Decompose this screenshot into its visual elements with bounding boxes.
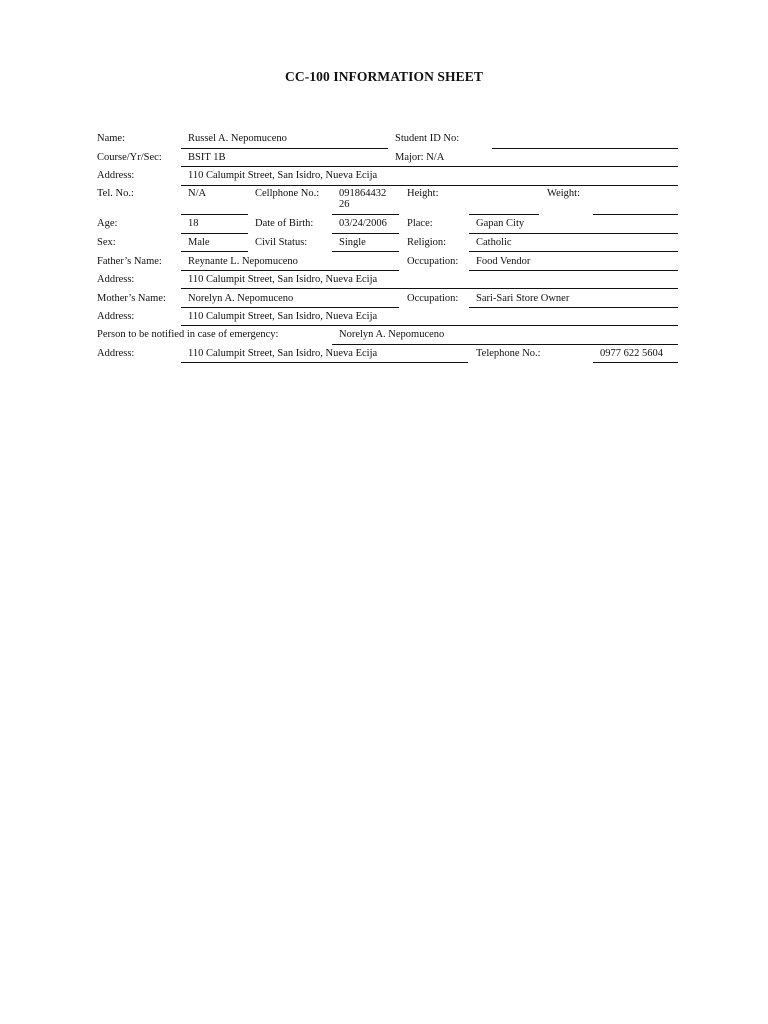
height-underline bbox=[469, 214, 539, 215]
father-name-underline bbox=[181, 270, 399, 271]
tel-underline bbox=[181, 214, 248, 215]
cellphone-label: Cellphone No.: bbox=[255, 188, 320, 199]
mother-occupation-underline bbox=[469, 307, 678, 308]
civil-status-label: Civil Status: bbox=[255, 237, 308, 248]
weight-label: Weight: bbox=[547, 188, 580, 199]
mother-address-underline bbox=[181, 325, 678, 326]
student-id-underline bbox=[492, 148, 678, 149]
mother-name-underline bbox=[181, 307, 399, 308]
name-underline bbox=[181, 148, 388, 149]
father-address-value: 110 Calumpit Street, San Isidro, Nueva Ecija bbox=[188, 274, 378, 285]
civil-status-value: Single bbox=[339, 237, 366, 248]
cellphone-value-line2: 26 bbox=[339, 199, 350, 210]
father-address-label: Address: bbox=[97, 274, 135, 285]
father-occupation-label: Occupation: bbox=[407, 256, 459, 267]
age-label: Age: bbox=[97, 218, 118, 229]
course-underline bbox=[181, 166, 678, 167]
course-label: Course/Yr/Sec: bbox=[97, 152, 162, 163]
emergency-person-label: Person to be notified in case of emergency: bbox=[97, 329, 279, 340]
name-label: Name: bbox=[97, 133, 125, 144]
place-label: Place: bbox=[407, 218, 433, 229]
cellphone-value-line1: 091864432 bbox=[339, 188, 387, 199]
age-value: 18 bbox=[188, 218, 199, 229]
dob-value: 03/24/2006 bbox=[339, 218, 387, 229]
tel-label: Tel. No.: bbox=[97, 188, 134, 199]
sex-label: Sex: bbox=[97, 237, 116, 248]
civil-status-underline bbox=[332, 251, 399, 252]
tel-value: N/A bbox=[188, 188, 207, 199]
emergency-person-value: Norelyn A. Nepomuceno bbox=[339, 329, 445, 340]
dob-label: Date of Birth: bbox=[255, 218, 314, 229]
religion-label: Religion: bbox=[407, 237, 447, 248]
sex-underline bbox=[181, 251, 248, 252]
student-id-label: Student ID No: bbox=[395, 133, 460, 144]
mother-name-label: Mother’s Name: bbox=[97, 293, 166, 304]
mother-address-value: 110 Calumpit Street, San Isidro, Nueva Ecija bbox=[188, 311, 378, 322]
place-value: Gapan City bbox=[476, 218, 525, 229]
father-occupation-underline bbox=[469, 270, 678, 271]
father-name-label: Father’s Name: bbox=[97, 256, 162, 267]
father-occupation-value: Food Vendor bbox=[476, 256, 531, 267]
emergency-address-value: 110 Calumpit Street, San Isidro, Nueva Ecija bbox=[188, 348, 378, 359]
major-label: Major: N/A bbox=[395, 152, 445, 163]
emergency-address-underline bbox=[181, 362, 468, 363]
emergency-address-label: Address: bbox=[97, 348, 135, 359]
dob-underline bbox=[332, 233, 399, 234]
religion-value: Catholic bbox=[476, 237, 512, 248]
father-name-value: Reynante L. Nepomuceno bbox=[188, 256, 298, 267]
name-value: Russel A. Nepomuceno bbox=[188, 133, 287, 144]
emergency-person-underline bbox=[332, 344, 678, 345]
weight-underline bbox=[593, 214, 678, 215]
mother-address-label: Address: bbox=[97, 311, 135, 322]
height-label: Height: bbox=[407, 188, 439, 199]
address-value: 110 Calumpit Street, San Isidro, Nueva Ecija bbox=[188, 170, 378, 181]
course-value: BSIT 1B bbox=[188, 152, 226, 163]
address-label: Address: bbox=[97, 170, 135, 181]
mother-name-value: Norelyn A. Nepomuceno bbox=[188, 293, 294, 304]
cellphone-underline bbox=[332, 214, 399, 215]
age-underline bbox=[181, 233, 248, 234]
telephone-value: 0977 622 5604 bbox=[600, 348, 663, 359]
telephone-label: Telephone No.: bbox=[476, 348, 541, 359]
mother-occupation-value: Sari-Sari Store Owner bbox=[476, 293, 570, 304]
sex-value: Male bbox=[188, 237, 210, 248]
address-underline bbox=[181, 185, 678, 186]
place-underline bbox=[469, 233, 678, 234]
mother-occupation-label: Occupation: bbox=[407, 293, 459, 304]
religion-underline bbox=[469, 251, 678, 252]
father-address-underline bbox=[181, 288, 678, 289]
telephone-underline bbox=[593, 362, 678, 363]
page-title: CC-100 INFORMATION SHEET bbox=[285, 69, 483, 84]
